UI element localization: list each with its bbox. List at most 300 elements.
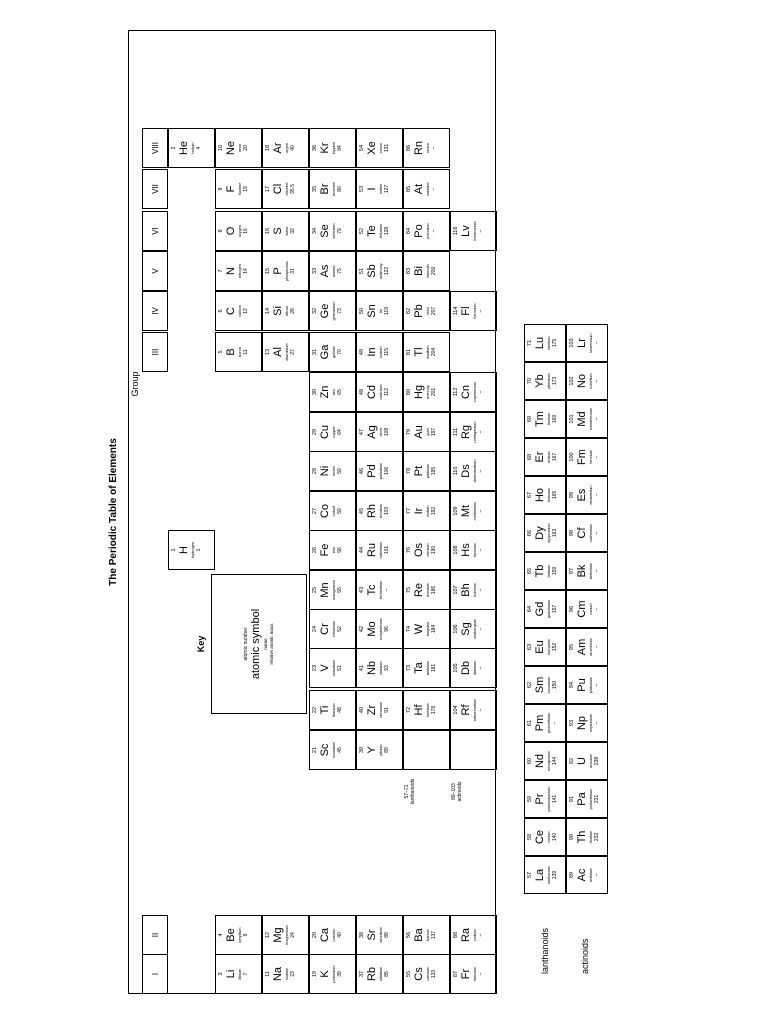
element-symbol: Np	[576, 715, 588, 731]
group-label-VI: VI	[142, 211, 168, 251]
lanthanoid-element-Ho	[524, 476, 566, 514]
lanthanoid-element-Nd	[524, 742, 566, 780]
element-relative-mass: 59	[337, 508, 343, 514]
element-relative-mass: –	[478, 627, 484, 631]
element-relative-mass: 52	[337, 626, 343, 632]
element-name: osmium	[426, 543, 430, 557]
element-relative-mass: –	[594, 607, 600, 611]
element-name: hydrogen	[191, 542, 195, 558]
element-atomic-number: 21	[312, 746, 318, 754]
element-name: darmstadtium	[473, 459, 477, 483]
main-element-Zr	[356, 690, 403, 730]
element-atomic-number: 23	[312, 664, 318, 672]
element-atomic-number: 66	[527, 529, 533, 537]
lanthanoid-element-Dy	[524, 514, 566, 552]
main-element-Ti	[309, 690, 356, 730]
main-element-I	[356, 169, 403, 209]
element-symbol: Hg	[413, 384, 425, 400]
element-symbol: Au	[413, 425, 425, 439]
element-atomic-number: 46	[359, 467, 365, 475]
element-symbol: Kr	[319, 142, 331, 154]
element-atomic-number: 33	[312, 267, 318, 275]
element-atomic-number: 93	[569, 719, 575, 727]
element-symbol: Lu	[534, 336, 546, 350]
key-atomic-symbol: atomic symbol	[250, 608, 262, 680]
element-relative-mass: 106	[384, 466, 390, 476]
element-symbol: Hf	[413, 704, 425, 716]
element-symbol: I	[366, 187, 378, 191]
main-element-V	[309, 648, 356, 688]
element-symbol: Pu	[576, 678, 588, 692]
element-relative-mass: –	[552, 721, 558, 725]
main-element-Xe	[356, 128, 403, 168]
element-symbol: H	[178, 546, 190, 554]
element-name: niobium	[379, 661, 383, 675]
element-relative-mass: 56	[337, 547, 343, 553]
main-element-Be	[215, 915, 262, 955]
element-relative-mass: –	[594, 455, 600, 459]
element-name: uranium	[589, 754, 593, 768]
element-relative-mass: 108	[384, 427, 390, 437]
element-symbol: U	[576, 757, 588, 765]
group-label-IV: IV	[142, 291, 168, 331]
element-symbol: Cm	[576, 600, 588, 618]
lanthanoids-range-note	[404, 773, 416, 810]
element-symbol: Al	[272, 347, 284, 357]
element-name: gallium	[332, 345, 336, 359]
page-title: The Periodic Table of Elements	[108, 438, 119, 586]
main-element-Sc	[309, 730, 356, 770]
element-name: chromium	[332, 620, 336, 638]
element-name: copernicium	[473, 381, 477, 403]
element-name: bohrium	[473, 583, 477, 597]
element-symbol: Ra	[460, 927, 472, 943]
element-relative-mass: 85	[384, 971, 390, 977]
element-name: dysprosium	[547, 523, 551, 543]
element-symbol: Fm	[576, 449, 588, 465]
element-symbol: Ru	[366, 542, 378, 558]
element-relative-mass: 150	[552, 680, 558, 690]
element-symbol: Ni	[319, 465, 331, 477]
element-name: platinum	[426, 463, 430, 479]
main-element-He	[168, 128, 215, 168]
element-relative-mass: –	[478, 666, 484, 670]
element-atomic-number: 109	[453, 506, 459, 516]
element-symbol: Ca	[319, 927, 331, 943]
element-name: plutonium	[589, 676, 593, 694]
element-name: meitnerium	[473, 501, 477, 521]
element-relative-mass: 201	[431, 387, 437, 397]
element-symbol: Ds	[460, 464, 472, 478]
element-relative-mass: 133	[431, 969, 437, 979]
element-relative-mass: 165	[552, 490, 558, 500]
element-name: francium	[473, 966, 477, 982]
element-atomic-number: 104	[453, 705, 459, 715]
element-name: cerium	[547, 831, 551, 843]
element-atomic-number: 96	[569, 605, 575, 613]
main-element-Y	[356, 730, 403, 770]
element-relative-mass: 192	[431, 506, 437, 516]
element-symbol: V	[319, 664, 331, 672]
element-relative-mass: 112	[384, 388, 390, 396]
element-name: einsteinium	[589, 485, 593, 505]
element-atomic-number: 40	[359, 706, 365, 714]
element-symbol: Fl	[460, 306, 472, 316]
main-element-Ne	[215, 128, 262, 168]
main-element-Ga	[309, 332, 356, 372]
element-name: rubidium	[379, 966, 383, 982]
element-atomic-number: 76	[406, 546, 412, 554]
element-symbol: B	[225, 348, 237, 356]
element-relative-mass: 173	[552, 376, 558, 386]
element-relative-mass: –	[478, 469, 484, 473]
main-element-Pt	[403, 451, 450, 491]
main-element-Tl	[403, 332, 450, 372]
main-element-Ru	[356, 530, 403, 570]
element-symbol: Br	[319, 183, 331, 195]
element-symbol: Tb	[534, 564, 546, 578]
main-element-Ni	[309, 451, 356, 491]
actinoid-element-Np	[566, 704, 608, 742]
actinoids-note-word: actinoids	[457, 781, 463, 802]
element-relative-mass: 16	[243, 228, 249, 234]
element-relative-mass: –	[384, 588, 390, 592]
element-atomic-number: 89	[569, 871, 575, 879]
element-relative-mass: 195	[431, 466, 437, 476]
element-symbol: Xe	[366, 141, 378, 155]
element-relative-mass: 186	[431, 585, 437, 595]
element-relative-mass: 140	[552, 832, 558, 842]
element-relative-mass: –	[478, 933, 484, 937]
element-relative-mass: 39	[337, 971, 343, 977]
lanthanoid-element-Sm	[524, 666, 566, 704]
element-name: magnesium	[285, 925, 289, 945]
element-atomic-number: 1	[171, 548, 177, 552]
main-element-Ir	[403, 491, 450, 531]
element-symbol: Pm	[534, 714, 546, 732]
element-relative-mass: 70	[337, 349, 343, 355]
element-name: gadolinium	[547, 599, 551, 619]
element-atomic-number: 64	[527, 605, 533, 613]
element-atomic-number: 27	[312, 507, 318, 515]
element-symbol: Mo	[366, 621, 378, 637]
main-element-K	[309, 954, 356, 994]
element-symbol: Eu	[534, 640, 546, 654]
element-atomic-number: 17	[265, 185, 271, 193]
main-element-Ge	[309, 291, 356, 331]
main-element-Cr	[309, 609, 356, 649]
element-name: krypton	[332, 141, 336, 155]
element-atomic-number: 25	[312, 586, 318, 594]
main-element-Rg	[450, 412, 497, 452]
main-element-Bi	[403, 251, 450, 291]
element-atomic-number: 59	[527, 795, 533, 803]
lanthanoids-placeholder-cell	[403, 730, 450, 770]
lanthanoid-element-Pm	[524, 704, 566, 742]
element-symbol: K	[319, 970, 331, 978]
element-name: calcium	[332, 928, 336, 942]
main-element-P	[262, 251, 309, 291]
element-relative-mass: 231	[594, 794, 600, 804]
main-element-S	[262, 211, 309, 251]
element-relative-mass: 181	[431, 663, 437, 673]
element-atomic-number: 107	[453, 585, 459, 595]
element-relative-mass: 7	[243, 972, 249, 976]
element-name: mercury	[426, 385, 430, 399]
element-relative-mass: 167	[552, 452, 558, 462]
lanthanoid-element-Gd	[524, 590, 566, 628]
element-symbol: Bi	[413, 266, 425, 276]
element-name: tungsten	[426, 621, 430, 637]
main-element-Cn	[450, 372, 497, 412]
element-atomic-number: 70	[527, 377, 533, 385]
element-symbol: Md	[576, 411, 588, 427]
main-element-Mt	[450, 491, 497, 531]
element-symbol: Mt	[460, 504, 472, 518]
element-name: californium	[589, 523, 593, 543]
actinoid-element-Cf	[566, 514, 608, 552]
group-label-V: V	[142, 251, 168, 291]
element-atomic-number: 91	[569, 795, 575, 803]
element-atomic-number: 85	[406, 185, 412, 193]
group-label-VIII: VIII	[142, 128, 168, 168]
element-atomic-number: 81	[406, 348, 412, 356]
element-atomic-number: 114	[453, 306, 459, 316]
element-symbol: Si	[272, 306, 284, 316]
element-atomic-number: 8	[218, 229, 224, 233]
element-relative-mass: 12	[243, 308, 249, 314]
element-name: tin	[379, 309, 383, 314]
element-atomic-number: 55	[406, 970, 412, 978]
main-element-Br	[309, 169, 356, 209]
element-name: palladium	[379, 462, 383, 480]
main-element-Te	[356, 211, 403, 251]
element-name: gold	[426, 428, 430, 436]
element-name: mendelevium	[589, 407, 593, 431]
element-relative-mass: 84	[337, 145, 343, 151]
main-element-Ca	[309, 915, 356, 955]
element-symbol: Mg	[272, 927, 284, 943]
element-atomic-number: 12	[265, 931, 271, 939]
element-atomic-number: 99	[569, 491, 575, 499]
element-symbol: Sb	[366, 264, 378, 278]
element-symbol: Re	[413, 582, 425, 598]
element-name: chlorine	[285, 182, 289, 196]
element-atomic-number: 31	[312, 348, 318, 356]
element-symbol: Sr	[366, 929, 378, 941]
element-relative-mass: 24	[290, 932, 296, 938]
element-name: caesium	[426, 966, 430, 982]
element-name: carbon	[238, 305, 242, 317]
element-relative-mass: 144	[552, 756, 558, 766]
main-element-Fe	[309, 530, 356, 570]
element-symbol: Ne	[225, 140, 237, 156]
element-relative-mass: –	[594, 683, 600, 687]
element-relative-mass: 32	[290, 228, 296, 234]
element-symbol: Cr	[319, 623, 331, 635]
element-name: xenon	[379, 142, 383, 154]
element-atomic-number: 22	[312, 706, 318, 714]
element-name: bromine	[332, 182, 336, 196]
group-label-II: II	[142, 915, 168, 955]
main-element-Pd	[356, 451, 403, 491]
element-relative-mass: 64	[337, 429, 343, 435]
element-atomic-number: 16	[265, 227, 271, 235]
element-name: oxygen	[238, 224, 242, 238]
group-header: Group	[130, 371, 140, 397]
element-relative-mass: 119	[384, 307, 390, 315]
group-label-III: III	[142, 332, 168, 372]
element-relative-mass: 48	[337, 707, 343, 713]
element-atomic-number: 26	[312, 546, 318, 554]
group-label-I: I	[142, 954, 168, 994]
main-element-Sg	[450, 609, 497, 649]
element-symbol: Te	[366, 225, 378, 237]
element-relative-mass: 190	[431, 545, 437, 555]
element-relative-mass: 23	[290, 971, 296, 977]
element-symbol: Cs	[413, 967, 425, 981]
element-symbol: Th	[576, 830, 588, 844]
element-symbol: F	[225, 185, 237, 193]
element-symbol: Rf	[460, 704, 472, 716]
main-element-Re	[403, 570, 450, 610]
main-element-At	[403, 169, 450, 209]
element-atomic-number: 101	[569, 414, 575, 424]
element-name: barium	[426, 929, 430, 941]
element-atomic-number: 36	[312, 144, 318, 152]
element-name: nobelium	[589, 373, 593, 389]
main-element-Os	[403, 530, 450, 570]
main-element-Kr	[309, 128, 356, 168]
element-symbol: Y	[366, 746, 378, 754]
element-symbol: Ba	[413, 928, 425, 942]
element-symbol: Nb	[366, 660, 378, 676]
main-element-O	[215, 211, 262, 251]
element-symbol: Db	[460, 660, 472, 676]
element-name: seaborgium	[473, 619, 477, 639]
element-atomic-number: 32	[312, 307, 318, 315]
element-name: arsenic	[332, 264, 336, 278]
element-symbol: Ge	[319, 303, 331, 319]
element-atomic-number: 77	[406, 507, 412, 515]
element-name: dubnium	[473, 660, 477, 676]
element-relative-mass: –	[594, 417, 600, 421]
element-relative-mass: –	[594, 379, 600, 383]
element-atomic-number: 51	[359, 267, 365, 275]
element-symbol: Tm	[534, 411, 546, 427]
main-element-Rb	[356, 954, 403, 994]
element-symbol: Rb	[366, 966, 378, 982]
element-name: silver	[379, 427, 383, 437]
element-relative-mass: 9	[243, 933, 249, 937]
element-name: scandium	[332, 741, 336, 759]
element-relative-mass: 79	[337, 228, 343, 234]
main-element-B	[215, 332, 262, 372]
lanthanoid-element-Pr	[524, 780, 566, 818]
lanthanoid-element-Ce	[524, 818, 566, 856]
main-element-Cd	[356, 372, 403, 412]
main-element-Nb	[356, 648, 403, 688]
lanthanoid-element-Eu	[524, 628, 566, 666]
element-symbol: No	[576, 373, 588, 389]
element-atomic-number: 116	[453, 226, 459, 236]
element-atomic-number: 88	[453, 931, 459, 939]
element-relative-mass: 157	[552, 604, 558, 614]
main-element-In	[356, 332, 403, 372]
main-element-W	[403, 609, 450, 649]
element-symbol: Rg	[460, 424, 472, 440]
element-relative-mass: 101	[384, 545, 390, 555]
element-relative-mass: 207	[431, 306, 437, 316]
element-atomic-number: 90	[569, 833, 575, 841]
element-relative-mass: 51	[337, 665, 343, 671]
element-symbol: Rn	[413, 140, 425, 156]
element-name: antimony	[379, 263, 383, 279]
element-name: thulium	[547, 412, 551, 426]
element-relative-mass: 28	[290, 308, 296, 314]
element-relative-mass: 178	[431, 705, 437, 715]
element-atomic-number: 45	[359, 507, 365, 515]
element-name: lawrencium	[589, 333, 593, 353]
actinoid-element-Cm	[566, 590, 608, 628]
element-atomic-number: 30	[312, 388, 318, 396]
element-relative-mass: –	[478, 509, 484, 513]
element-name: curium	[589, 603, 593, 615]
main-element-Bh	[450, 570, 497, 610]
element-atomic-number: 9	[218, 187, 224, 191]
element-relative-mass: 35.5	[290, 184, 296, 194]
element-relative-mass: 59	[337, 468, 343, 474]
element-atomic-number: 95	[569, 643, 575, 651]
element-atomic-number: 83	[406, 267, 412, 275]
element-atomic-number: 19	[312, 970, 318, 978]
lanthanoids-note-word: lanthanoids	[410, 778, 416, 805]
element-name: vanadium	[332, 659, 336, 677]
element-symbol: Ar	[272, 142, 284, 154]
actinoid-element-Bk	[566, 552, 608, 590]
main-element-Mn	[309, 570, 356, 610]
element-relative-mass: 88	[384, 932, 390, 938]
element-symbol: N	[225, 267, 237, 275]
element-symbol: Bh	[460, 583, 472, 597]
element-name: aluminium	[285, 343, 289, 361]
element-atomic-number: 73	[406, 664, 412, 672]
element-symbol: Os	[413, 542, 425, 558]
element-symbol: Sn	[366, 304, 378, 318]
element-name: praseodymium	[547, 786, 551, 812]
element-symbol: Pt	[413, 465, 425, 477]
main-element-Cu	[309, 412, 356, 452]
element-atomic-number: 14	[265, 307, 271, 315]
element-atomic-number: 5	[218, 350, 224, 354]
element-relative-mass: 204	[431, 347, 437, 357]
main-element-Si	[262, 291, 309, 331]
element-name: argon	[285, 143, 289, 153]
element-atomic-number: 92	[569, 757, 575, 765]
group-label-VII: VII	[142, 169, 168, 209]
element-relative-mass: –	[478, 972, 484, 976]
element-atomic-number: 50	[359, 307, 365, 315]
key-name: name	[263, 638, 268, 650]
element-name: tantalum	[426, 660, 430, 676]
element-symbol: Zn	[319, 385, 331, 399]
element-name: copper	[332, 426, 336, 438]
element-relative-mass: –	[478, 309, 484, 313]
main-element-Ds	[450, 451, 497, 491]
element-atomic-number: 105	[453, 663, 459, 673]
element-name: thorium	[589, 830, 593, 844]
main-element-Hf	[403, 690, 450, 730]
